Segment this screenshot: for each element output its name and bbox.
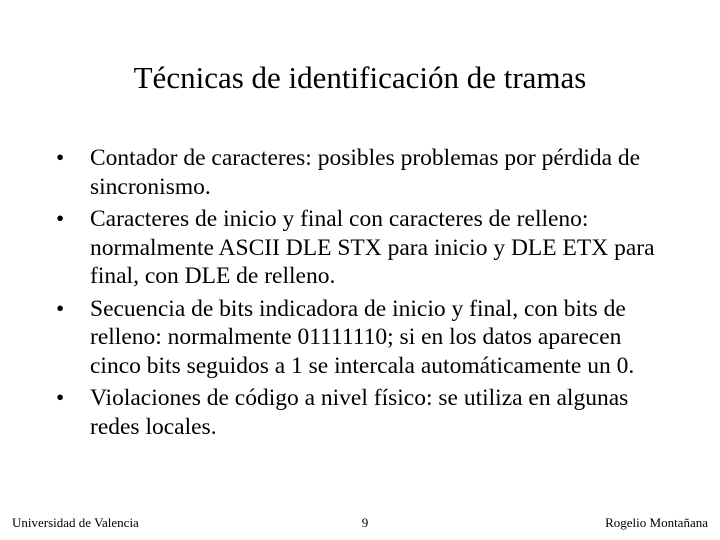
bullet-icon: •	[56, 145, 65, 171]
bullet-text: Secuencia de bits indicadora de inicio y final, con bits de relleno: normalmente 01111110; si en los datos aparecen cinco bits seguidos a 1 se intercala automáticamente un 0.	[90, 295, 635, 379]
footer-institution: Universidad de Valencia	[12, 515, 139, 530]
bullet-item	[56, 384, 676, 441]
page-number: 9	[361, 515, 369, 530]
bullet-list	[56, 144, 676, 445]
bullet-text: Caracteres de inicio y final con caracteres de relleno: normalmente ASCII DLE STX para inicio y DLE ETX para final, con DLE de relleno.	[90, 206, 655, 289]
bullet-item	[56, 205, 676, 291]
bullet-item	[56, 295, 676, 381]
bullet-icon: •	[56, 206, 65, 232]
bullet-text: Violaciones de código a nivel físico: se utiliza en algunas redes locales.	[90, 385, 629, 440]
bullet-icon: •	[56, 385, 65, 411]
bullet-text: Contador de caracteres: posibles problemas por pérdida de sincronismo.	[90, 145, 641, 200]
slide-title: Técnicas de identificación de tramas	[133, 60, 587, 95]
bullet-item	[56, 144, 676, 201]
bullet-icon: •	[56, 295, 65, 322]
footer-author: Rogelio Montañana	[605, 515, 708, 530]
